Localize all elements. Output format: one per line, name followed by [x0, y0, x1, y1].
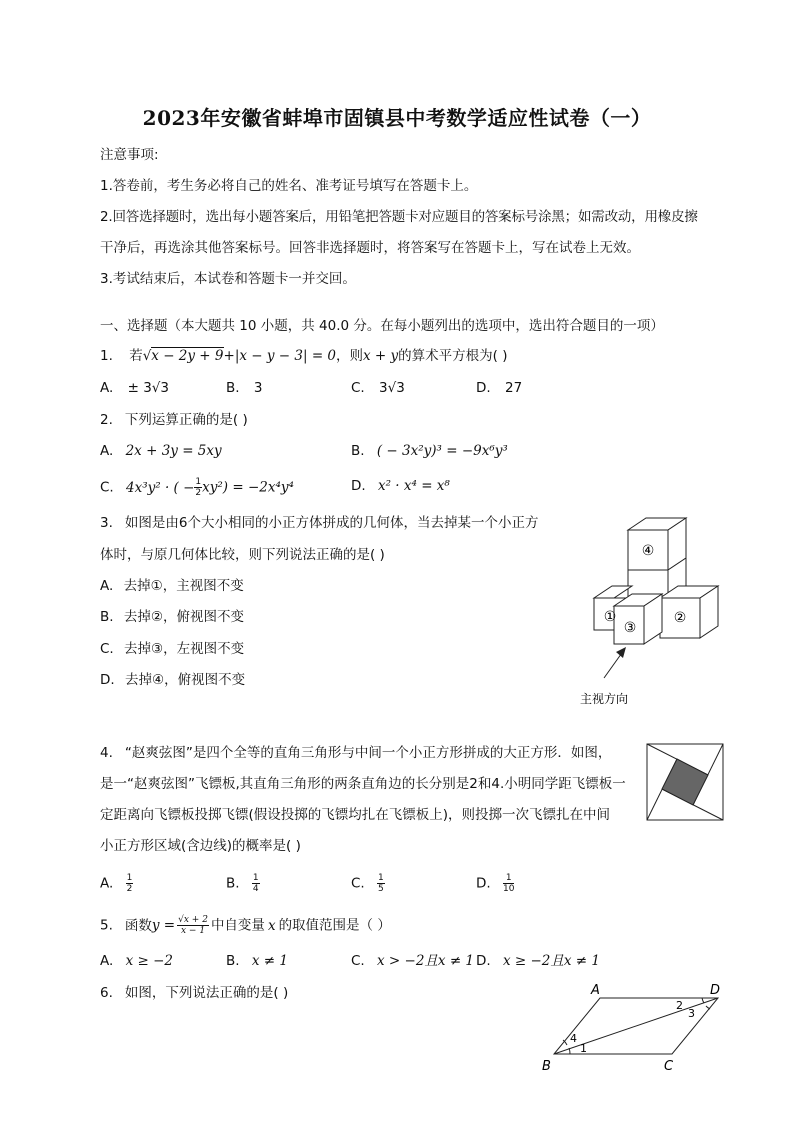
cube-label-4: ④ [641, 543, 655, 559]
q3-option-d[interactable]: D. 去掉④，俯视图不变 [100, 672, 246, 688]
cube-label-1: ① [603, 609, 617, 625]
q1-option-d[interactable]: D. 27 [476, 380, 523, 396]
q4-stem-cont: 是一“赵爽弦图”飞镖板,其直角三角形的两条直角边的长分别是2和4.小明同学距飞镖板一 [100, 776, 626, 792]
q5-option-c[interactable]: C. x > −2且x ≠ 1 [351, 953, 475, 969]
q3-cube-figure [579, 510, 728, 710]
q1-option-b[interactable]: B. 3 [226, 380, 263, 396]
q3-option-b[interactable]: B. 去掉②，俯视图不变 [100, 609, 244, 625]
notice-item: 3.考试结束后，本试卷和答题卡一并交回。 [100, 271, 356, 287]
q1-option-a[interactable]: A. ± 3√3 [100, 380, 169, 396]
q1-pre: 若 [129, 348, 143, 364]
q1-number: 1. [100, 348, 113, 364]
q1-post: ，则 [336, 348, 364, 364]
q1-stem [100, 347, 508, 365]
q2-option-d[interactable]: D. x² · x⁴ = x⁸ [351, 478, 450, 494]
cube-label-2: ② [673, 610, 687, 626]
q4-option-a[interactable]: A. $\frac{1}{2}$ [100, 873, 133, 894]
q2-stem: 2. 下列运算正确的是( ) [100, 412, 248, 428]
zhao-shuang-diagram [646, 743, 724, 821]
q6-stem: 6. 如图，下列说法正确的是( ) [100, 985, 289, 1001]
notice-heading: 注意事项: [100, 147, 159, 163]
q5-stem: 5. 函数y = $\frac{√x + 2}{x - 1}$ 中自变量 x 的取值范围是（ ） [100, 915, 391, 936]
vertex-label-c: C [664, 1059, 674, 1074]
view-direction-caption: 主视方向 [579, 692, 629, 706]
page-title: 2023年安徽省蚌埠市固镇县中考数学适应性试卷（一） [142, 106, 652, 130]
arrow-head-icon [616, 647, 626, 658]
q2-option-c[interactable]: C. 4x³y² · ( − $\frac{1}{2}$ xy²) = −2x⁴y⁴ [100, 477, 294, 498]
q1-expr: x + y [363, 348, 399, 364]
q4-stem: 4. “赵爽弦图”是四个全等的直角三角形与中间一个小正方形拼成的大正方形．如图， [100, 745, 612, 761]
q4-stem-cont: 小正方形区域(含边线)的概率是( ) [100, 838, 301, 854]
angle-label-4: 4 [570, 1032, 577, 1045]
q4-option-c[interactable]: C. $\frac{1}{5}$ [351, 873, 384, 894]
q1-radicand: x − 2y + 9 [151, 348, 224, 364]
section-heading: 一、选择题（本大题共 10 小题，共 40.0 分。在每小题列出的选项中，选出符合题目的一项） [100, 318, 664, 334]
cube-label-3: ③ [623, 620, 637, 636]
sqrt-symbol: √ [142, 348, 152, 364]
q3-stem-cont: 体时，与原几何体比较，则下列说法正确的是( ) [100, 547, 385, 563]
q3-option-c[interactable]: C. 去掉③，左视图不变 [100, 641, 245, 657]
q4-option-b[interactable]: B. $\frac{1}{4}$ [226, 873, 259, 894]
q2-option-b[interactable]: B. ( − 3x²y)³ = −9x⁶y³ [351, 443, 508, 459]
angle-label-3: 3 [688, 1007, 695, 1020]
q4-stem-cont: 定距离向飞镖板投掷飞镖(假设投掷的飞镖均扎在飞镖板上)，则投掷一次飞镖扎在中间 [100, 807, 611, 823]
notice-item: 2.回答选择题时，选出每小题答案后，用铅笔把答题卡对应题目的答案标号涂黑；如需改动，用橡皮擦 [100, 209, 698, 225]
q1-tail: 的算术平方根为( ) [398, 348, 508, 364]
notice-item: 干净后，再选涂其他答案标号。回答非选择题时，将答案写在答题卡上，写在试卷上无效。 [100, 240, 640, 256]
angle-label-2: 2 [676, 999, 683, 1012]
vertex-label-b: B [542, 1059, 551, 1074]
vertex-label-d: D [710, 983, 721, 998]
vertex-label-a: A [591, 983, 600, 998]
q1-option-c[interactable]: C. 3√3 [351, 380, 405, 396]
q5-option-b[interactable]: B. x ≠ 1 [226, 953, 288, 969]
q3-stem: 3. 如图是由6个大小相同的小正方体拼成的几何体，当去掉某一个小正方 [100, 515, 539, 531]
q5-option-a[interactable]: A. x ≥ −2 [100, 953, 174, 969]
q4-option-d[interactable]: D. $\frac{1}{10}$ [476, 873, 515, 894]
angle-label-1: 1 [580, 1042, 587, 1055]
q3-option-a[interactable]: A. 去掉①，主视图不变 [100, 578, 244, 594]
q1-abs: +|x − y − 3| = 0 [223, 348, 337, 364]
parallelogram-figure [536, 980, 726, 1076]
q5-option-d[interactable]: D. x ≥ −2且x ≠ 1 [476, 953, 600, 969]
q2-option-a[interactable]: A. 2x + 3y = 5xy [100, 443, 222, 459]
notice-item: 1.答卷前，考生务必将自己的姓名、准考证号填写在答题卡上。 [100, 178, 478, 194]
